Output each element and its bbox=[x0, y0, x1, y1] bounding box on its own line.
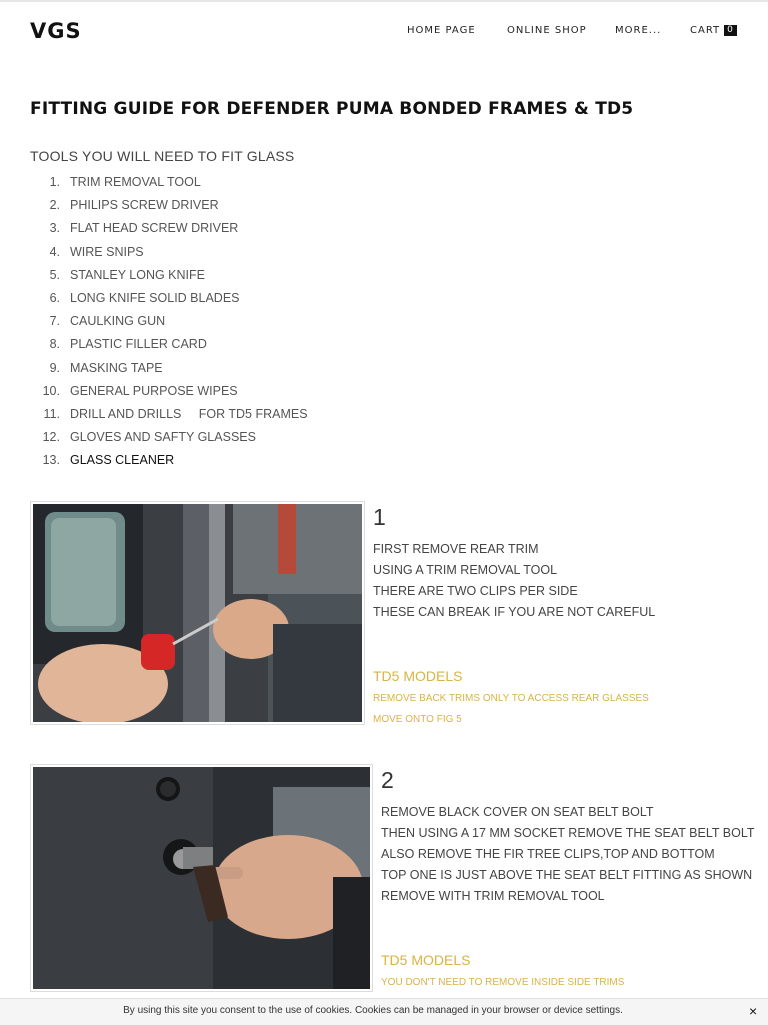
cart-label: CART bbox=[690, 25, 721, 36]
tools-heading: TOOLS YOU WILL NEED TO FIT GLASS bbox=[30, 148, 295, 164]
step-1-td5-note: MOVE ONTO FIG 5 bbox=[373, 714, 462, 725]
list-item-number: 11. bbox=[43, 406, 60, 421]
step-2-td5-note: YOU DON'T NEED TO REMOVE INSIDE SIDE TRIMS bbox=[381, 977, 625, 988]
step-1-line: USING A TRIM REMOVAL TOOL bbox=[373, 563, 558, 577]
list-item-number: 5. bbox=[49, 267, 60, 282]
list-item-number: 13. bbox=[42, 453, 60, 468]
list-item-text: GLASS CLEANER bbox=[70, 453, 175, 468]
list-item-text: LONG KNIFE SOLID BLADES bbox=[70, 290, 240, 305]
site-logo[interactable]: VGS bbox=[30, 19, 82, 43]
list-item-text: CAULKING GUN bbox=[70, 314, 166, 329]
list-item-text: FLAT HEAD SCREW DRIVER bbox=[70, 221, 239, 236]
list-item-text: TRIM REMOVAL TOOL bbox=[70, 175, 201, 189]
step-1-td5-heading: TD5 MODELS bbox=[373, 668, 463, 684]
nav-more[interactable]: MORE... bbox=[615, 25, 662, 36]
step-2-line: THEN USING A 17 MM SOCKET REMOVE THE SEAT BELT BOLT bbox=[381, 826, 755, 840]
cart-count-badge: 0 bbox=[724, 25, 737, 36]
step-1-photo bbox=[30, 501, 365, 725]
step-1-number: 1 bbox=[373, 504, 386, 530]
step-1-td5-note: REMOVE BACK TRIMS ONLY TO ACCESS REAR GLASSES bbox=[373, 693, 649, 704]
list-item-number: 8. bbox=[49, 337, 60, 352]
list-item-text: STANLEY LONG KNIFE bbox=[70, 267, 205, 282]
list-item-number: 6. bbox=[49, 290, 60, 305]
list-item-text: DRILL AND DRILLS FOR TD5 FRAMES bbox=[70, 406, 308, 421]
step-2-td5-heading: TD5 MODELS bbox=[381, 952, 471, 968]
list-item-number: 2. bbox=[49, 198, 60, 213]
nav-online-shop[interactable]: ONLINE SHOP bbox=[507, 25, 587, 36]
list-item-text: GENERAL PURPOSE WIPES bbox=[70, 383, 238, 398]
list-item-text: WIRE SNIPS bbox=[70, 244, 144, 259]
list-item-text: GLOVES AND SAFTY GLASSES bbox=[70, 430, 256, 445]
list-item-number: 12. bbox=[42, 430, 60, 445]
list-item-number: 7. bbox=[49, 314, 60, 329]
step-2-number: 2 bbox=[381, 767, 394, 793]
step-1-line: FIRST REMOVE REAR TRIM bbox=[373, 542, 539, 556]
list-item-number: 1. bbox=[49, 175, 60, 189]
step-2-line: ALSO REMOVE THE FIR TREE CLIPS,TOP AND BOTTOM bbox=[381, 847, 715, 861]
list-item-number: 10. bbox=[42, 383, 60, 398]
step-2-line: TOP ONE IS JUST ABOVE THE SEAT BELT FITTING AS SHOWN bbox=[381, 868, 753, 882]
step-1-line: THERE ARE TWO CLIPS PER SIDE bbox=[373, 584, 578, 598]
cookie-text: By using this site you consent to the use of cookies. Cookies can be managed in your browser or device settings. bbox=[123, 1005, 623, 1016]
list-item-number: 9. bbox=[49, 360, 60, 375]
close-icon[interactable]: × bbox=[749, 1003, 758, 1019]
list-item-text: PLASTIC FILLER CARD bbox=[70, 337, 207, 352]
nav-home-page[interactable]: HOME PAGE bbox=[407, 25, 476, 36]
step-1-line: THESE CAN BREAK IF YOU ARE NOT CAREFUL bbox=[373, 605, 656, 619]
nav-cart[interactable] bbox=[690, 25, 737, 36]
cookie-banner bbox=[0, 998, 768, 1025]
step-2-line: REMOVE BLACK COVER ON SEAT BELT BOLT bbox=[381, 805, 654, 819]
list-item-number: 4. bbox=[49, 244, 60, 259]
step-2-photo bbox=[30, 764, 373, 992]
list-item-text: PHILIPS SCREW DRIVER bbox=[70, 198, 219, 213]
step-2-line: REMOVE WITH TRIM REMOVAL TOOL bbox=[381, 889, 605, 903]
site-header bbox=[0, 0, 768, 62]
list-item-text: MASKING TAPE bbox=[70, 360, 163, 375]
list-item-number: 3. bbox=[49, 221, 60, 236]
page-title: FITTING GUIDE FOR DEFENDER PUMA BONDED FRAMES & TD5 bbox=[30, 99, 634, 119]
